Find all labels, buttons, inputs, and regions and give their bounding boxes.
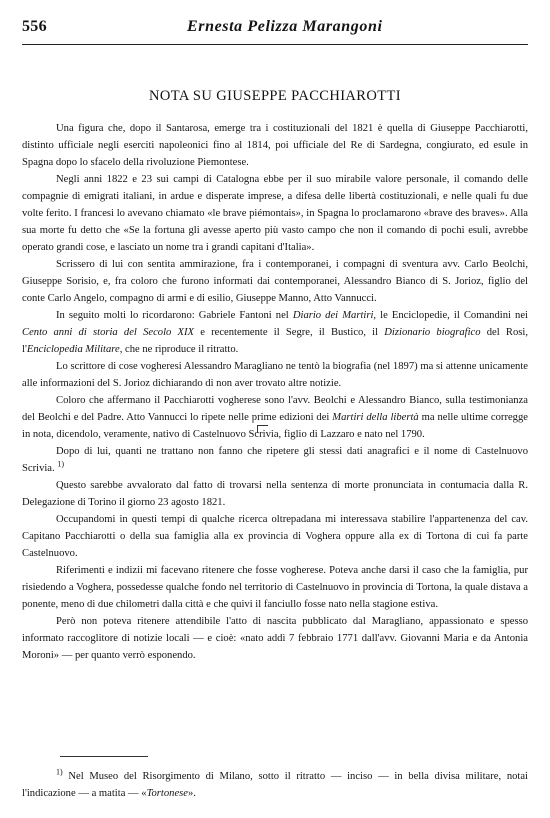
body-paragraph (22, 613, 528, 664)
body-paragraph (22, 256, 528, 307)
italic-text-run: Cento anni di storia del Secolo XIX (22, 327, 194, 338)
body-paragraph (22, 392, 528, 443)
text-run: Questo sarebbe avvalorato dal fatto di trovarsi nella sentenza di morte pronunciata in contumacia dalla R. Delegazione di Torino il giorno 23 agosto 1821. (22, 480, 528, 508)
running-head (22, 18, 528, 42)
italic-text-run: Dizionario biografico (384, 327, 481, 338)
text-run: e recentemente il Segre, il Bustico, il (194, 327, 385, 338)
body-paragraph (22, 307, 528, 358)
header-rule (22, 44, 528, 45)
footnote-marker: 1) (57, 459, 64, 469)
footnote-rule (60, 756, 148, 757)
text-run: , che ne riproduce il ritratto. (119, 344, 239, 355)
running-title: Ernesta Pelizza Marangoni (187, 18, 383, 35)
body-paragraph (22, 477, 528, 511)
italic-text-run: Enciclopedia Militare (26, 344, 120, 355)
text-run: ». (188, 788, 196, 799)
page-number: 556 (22, 18, 47, 35)
italic-text-run: Martiri della libertà (332, 412, 419, 423)
article-title: NOTA SU GIUSEPPE PACCHIAROTTI (148, 88, 401, 104)
text-run: Una figura che, dopo il Santarosa, emerge tra i costituzionali del 1821 è quella di Giuseppe Pacchiarotti, distinto ufficiale negli eserciti napoleonici fino al 1814, poi ufficiale del Re di Sardegna, congiurato, ed esule in Spagna dopo lo sfacelo della rivoluzione Piemontese. (22, 123, 528, 168)
text-run: Negli anni 1822 e 23 sui campi di Catalogna ebbe per il suo mirabile valore personale, il comando delle compagnie di emigrati italiani, in ardue e disperate imprese, a difesa delle libertà costituzionali, e nelle quali fu due volte ferito. I francesi lo avevano chiamato «le brave piémontais», in Spagna lo proclamarono «brave des braves». Alla sua morte fu detto che «Se la fortuna gli avesse aperto più vasto campo che non il comando di pochi esuli, avrebbe operato grandi cose, e lasciato un nome tra i grandi capitani d'Italia». (22, 174, 528, 253)
text-run: Riferimenti e indizii mi facevano ritenere che fosse vogherese. Poteva anche darsi il caso che la famiglia, pur risiedendo a Voghera, possedesse qualche fondo nel territorio di Castelnuovo in provincia di Tortona, la quale distava a ponente, meno di due chilometri dalla città e che quivi il fanciullo fosse nato nella stagione estiva. (22, 565, 528, 610)
footnote (22, 768, 528, 802)
text-run: Dopo di lui, quanti ne trattano non fanno che ripetere gli stessi dati anagrafici e il nome di Castelnuovo Scrivia. (22, 446, 528, 474)
body-paragraph (22, 171, 528, 256)
body-paragraph (22, 562, 528, 613)
body-paragraph (22, 511, 528, 562)
text-run: Occupandomi in questi tempi di qualche ricerca oltrepadana mi interessava stabilire l'appartenenza del cav. Capitano Pacchiarotti o della sua famiglia alla ex provincia di Voghera oppure alla ex di Tortona di cui fa parte Castelnuovo. (22, 514, 528, 559)
text-run: Nel Museo del Risorgimento di Milano, sotto il ritratto — inciso — in bella divisa militare, notai l'indicazione — a matita — « (22, 771, 528, 799)
text-run: del Rosi, l' (22, 327, 528, 355)
text-run: Però non poteva ritenere attendibile l'atto di nascita pubblicato dal Maragliano, appassionato e spesso informato raccoglitore di notizie locali — e cioè: «nato addì 7 febbraio 1771 dall'avv. Giovanni Maria e da Antonia Moroni» — per quanto verrò esponendo. (22, 616, 528, 661)
text-run: Scrissero di lui con sentita ammirazione, fra i contemporanei, i compagni di sventura avv. Carlo Beolchi, Giuseppe Sorisio, e, fra coloro che furono informati dai contemporanei, Alessandro Bianco di S. Jorioz, figlio del conte Carlo Angelo, compagno di armi e di esilio, Giuseppe Manno, Atto Vannucci. (22, 259, 528, 304)
text-run: Coloro che affermano il Pacchiarotti vogherese sono l'avv. Beolchi e Alessandro Bianco, sulla testimonianza del Beolchi e del Padre. Atto Vannucci lo ripete nelle prime edizioni dei (22, 395, 528, 423)
mouse-cursor-icon (257, 425, 268, 433)
body-paragraph (22, 443, 528, 477)
body-paragraph (22, 120, 528, 171)
italic-text-run: Diario dei Martiri (292, 310, 374, 321)
text-run: Lo scrittore di cose vogheresi Alessandro Maragliano ne tentò la biografia (nel 1897) ma si attenne unicamente alle informazioni del S. Jorioz dichiarando di non aver trovato altre notizie. (22, 361, 528, 389)
article-body (22, 120, 528, 664)
text-run: In seguito molti lo ricordarono: Gabriele Fantoni nel (56, 310, 293, 321)
italic-text-run: Tortonese (146, 788, 188, 799)
body-paragraph (22, 358, 528, 392)
footnote-marker: 1) (56, 767, 63, 777)
text-run: ma nelle ultime corregge in nota, dicendolo, veramente, nativo di Castelnuovo Scrivia, figlio di Lazzaro e nato nel 1790. (22, 412, 528, 440)
text-run: , le Enciclopedie, il Comandini nei (373, 310, 528, 321)
